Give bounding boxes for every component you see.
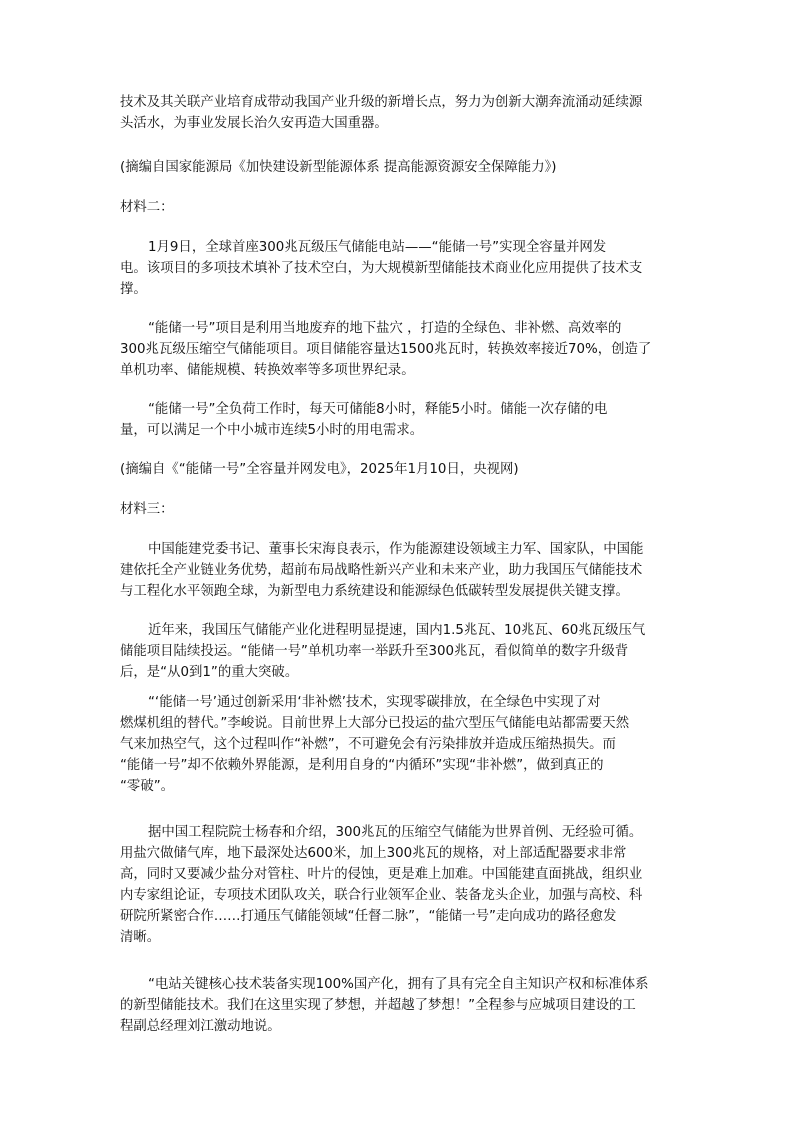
section-heading-material-3: 材料三：	[120, 502, 174, 517]
paragraph-material-3-a	[120, 539, 680, 602]
text-line: 用盐穴做储气库，地下最深处达600米，加上300兆瓦的规格，对上部适配器要求非常	[120, 846, 627, 861]
text-line: 撑。	[120, 282, 147, 297]
text-line: 近年来，我国压气储能产业化进程明显提速，国内1.5兆瓦、10兆瓦、60兆瓦级压气	[148, 623, 646, 638]
paragraph-material-2-a	[120, 237, 680, 300]
paragraph-material-3-e	[120, 974, 680, 1037]
paragraph-material-3-c	[120, 692, 680, 797]
paragraph-material-3-d	[120, 822, 680, 948]
text-line: 清晰。	[120, 930, 161, 945]
text-line: 气来加热空气，这个过程叫作“补燃”，不可避免会有污染排放并造成压缩热损失。而	[120, 737, 616, 752]
text-line: “零破”。	[120, 779, 175, 794]
section-heading-material-2: 材料二：	[120, 200, 174, 215]
paragraph-intro	[120, 92, 680, 134]
text-line: 的新型储能技术。我们在这里实现了梦想，并超越了梦想！”全程参与应城项目建设的工	[120, 998, 636, 1013]
paragraph-material-2-b	[120, 318, 680, 381]
text-line: 内专家组论证，专项技术团队攻关，联合行业领军企业、装备龙头企业，加强与高校、科	[120, 888, 643, 903]
paragraph-material-2-c	[120, 399, 680, 441]
text-line: 储能项目陆续投运。“能储一号”单机功率一举跃升至300兆瓦，看似简单的数字升级背	[120, 644, 629, 659]
text-line: 与工程化水平领跑全球，为新型电力系统建设和能源绿色低碳转型发展提供关键支撑。	[120, 584, 629, 599]
text-line: 燃煤机组的替代。”李峻说。目前世界上大部分已投运的盐穴型压气储能电站都需要天然	[120, 716, 630, 731]
text-line: 电。该项目的多项技术填补了技术空白，为大规模新型储能技术商业化应用提供了技术支	[120, 261, 643, 276]
text-line: 据中国工程院院士杨春和介绍，300兆瓦的压缩空气储能为世界首例、无经验可循。	[148, 825, 643, 840]
text-line: 中国能建党委书记、董事长宋海良表示，作为能源建设领域主力军、国家队，中国能	[148, 542, 644, 557]
text-line: 1月9日，全球首座300兆瓦级压气储能电站——“能储一号”实现全容量并网发	[148, 240, 607, 255]
text-line: “能储一号”项目是利用当地废弃的地下盐穴 ，打造的全绿色、非补燃、高效率的	[148, 321, 622, 336]
text-line: “‘能储一号’通过创新采用‘非补燃’技术，实现零碳排放，在全绿色中实现了对	[148, 695, 601, 710]
text-line: 技术及其关联产业培育成带动我国产业升级的新增长点，努力为创新大潮奔流涌动延续源	[120, 95, 643, 110]
text-line: “能储一号”却不依赖外界能源，是利用自身的“内循环”实现“非补燃”，做到真正的	[120, 758, 604, 773]
paragraph-material-3-b	[120, 620, 680, 683]
text-line: 300兆瓦级压缩空气储能项目。项目储能容量达1500兆瓦时，转换效率接近70%，创造了	[120, 342, 652, 357]
text-line: 量，可以满足一个中小城市连续5小时的用电需求。	[120, 423, 424, 438]
text-line: 高，同时又要减少盐分对管柱、叶片的侵蚀，更是难上加难。中国能建直面挑战，组织业	[120, 867, 643, 882]
text-line: 程副总经理刘江激动地说。	[120, 1019, 281, 1034]
text-line: 后，是“从0到1”的重大突破。	[120, 665, 299, 680]
text-line: 研院所紧密合作……打通压气储能领域“任督二脉”，“能储一号”走向成功的路径愈发	[120, 909, 617, 924]
text-line: 建依托全产业链业务优势，超前布局战略性新兴产业和未来产业，助力我国压气储能技术	[120, 563, 643, 578]
text-line: 头活水，为事业发展长治久安再造大国重器。	[120, 116, 388, 131]
text-line: “能储一号”全负荷工作时，每天可储能8小时，释能5小时。储能一次存储的电	[148, 402, 608, 417]
text-line: 单机功率、储能规模、转换效率等多项世界纪录。	[120, 363, 415, 378]
source-citation-2: (摘编自《“能储一号”全容量并网发电》，2025年1月10日，央视网)	[120, 462, 519, 477]
source-citation-1: (摘编自国家能源局《加快建设新型能源体系 提高能源资源安全保障能力》)	[120, 160, 557, 175]
text-line: “电站关键核心技术装备实现100%国产化，拥有了具有完全自主知识产权和标准体系	[148, 977, 649, 992]
